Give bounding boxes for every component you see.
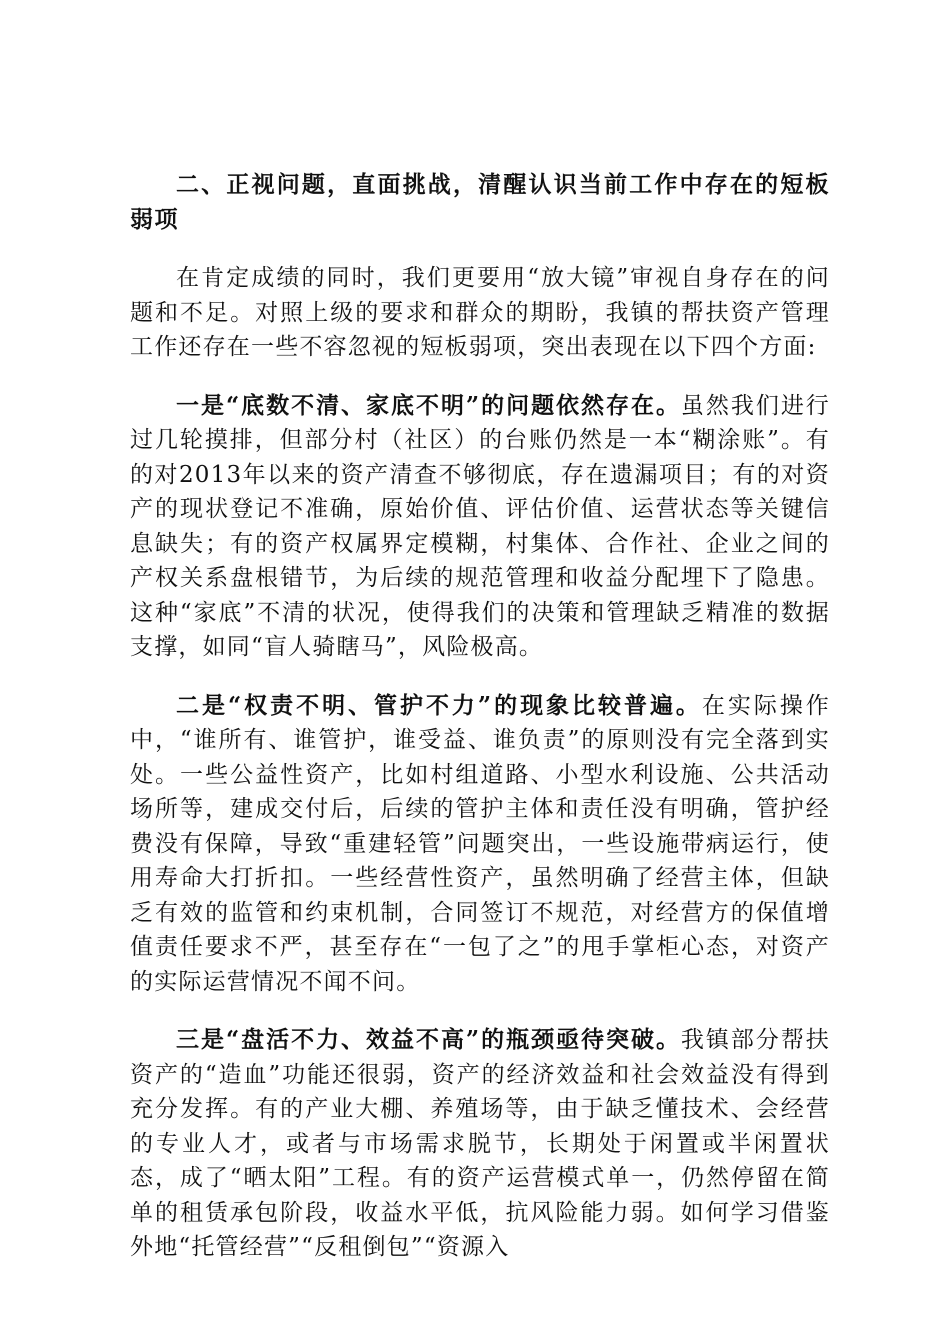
document-page: [130, 168, 830, 1265]
point-paragraph-3: [130, 1023, 830, 1265]
point-body-1: 虽然我们进行过几轮摸排，但部分村（社区）的台账仍然是一本“糊涂账”。有的对2013年以来的资产清查不够彻底，存在遗漏项目；有的对资产的现状登记不准确，原始价值、评估价值、运营状态等关键信息缺失；有的资产权属界定模糊，村集体、合作社、企业之间的产权关系盘根错节，为后续的规范管理和收益分配埋下了隐患。这种“家底”不清的状况，使得我们的决策和管理缺乏精准的数据支撑，如同“盲人骑瞎马”，风险极高。: [130, 392, 830, 660]
point-paragraph-2: [130, 689, 830, 1000]
point-lead-1: 一是“底数不清、家底不明”的问题依然存在。: [176, 391, 681, 419]
point-paragraph-1: [130, 389, 830, 665]
section-heading: 二、正视问题，直面挑战，清醒认识当前工作中存在的短板弱项: [130, 171, 830, 233]
point-lead-2: 二是“权责不明、管护不力”的现象比较普遍。: [176, 691, 702, 719]
intro-paragraph: 在肯定成绩的同时，我们更要用“放大镜”审视自身存在的问题和不足。对照上级的要求和群众的期盼，我镇的帮扶资产管理工作还存在一些不容忽视的短板弱项，突出表现在以下四个方面:: [130, 265, 830, 360]
point-body-2: 在实际操作中，“谁所有、谁管护，谁受益、谁负责”的原则没有完全落到实处。一些公益性资产，比如村组道路、小型水利设施、公共活动场所等，建成交付后，后续的管护主体和责任没有明确，管护经费没有保障，导致“重建轻管”问题突出，一些设施带病运行，使用寿命大打折扣。一些经营性资产，虽然明确了经营主体，但缺乏有效的监管和约束机制，合同签订不规范，对经营方的保值增值责任要求不严，甚至存在“一包了之”的甩手掌柜心态，对资产的实际运营情况不闻不问。: [130, 692, 830, 995]
point-body-3: 我镇部分帮扶资产的“造血”功能还很弱，资产的经济效益和社会效益没有得到充分发挥。有的产业大棚、养殖场等，由于缺乏懂技术、会经营的专业人才，或者与市场需求脱节，长期处于闲置或半闲置状态，成了“晒太阳”工程。有的资产运营模式单一，仍然停留在简单的租赁承包阶段，收益水平低，抗风险能力弱。如何学习借鉴外地“托管经营”“反租倒包”“资源入: [130, 1027, 830, 1260]
point-lead-3: 三是“盘活不力、效益不高”的瓶颈亟待突破。: [176, 1026, 681, 1053]
